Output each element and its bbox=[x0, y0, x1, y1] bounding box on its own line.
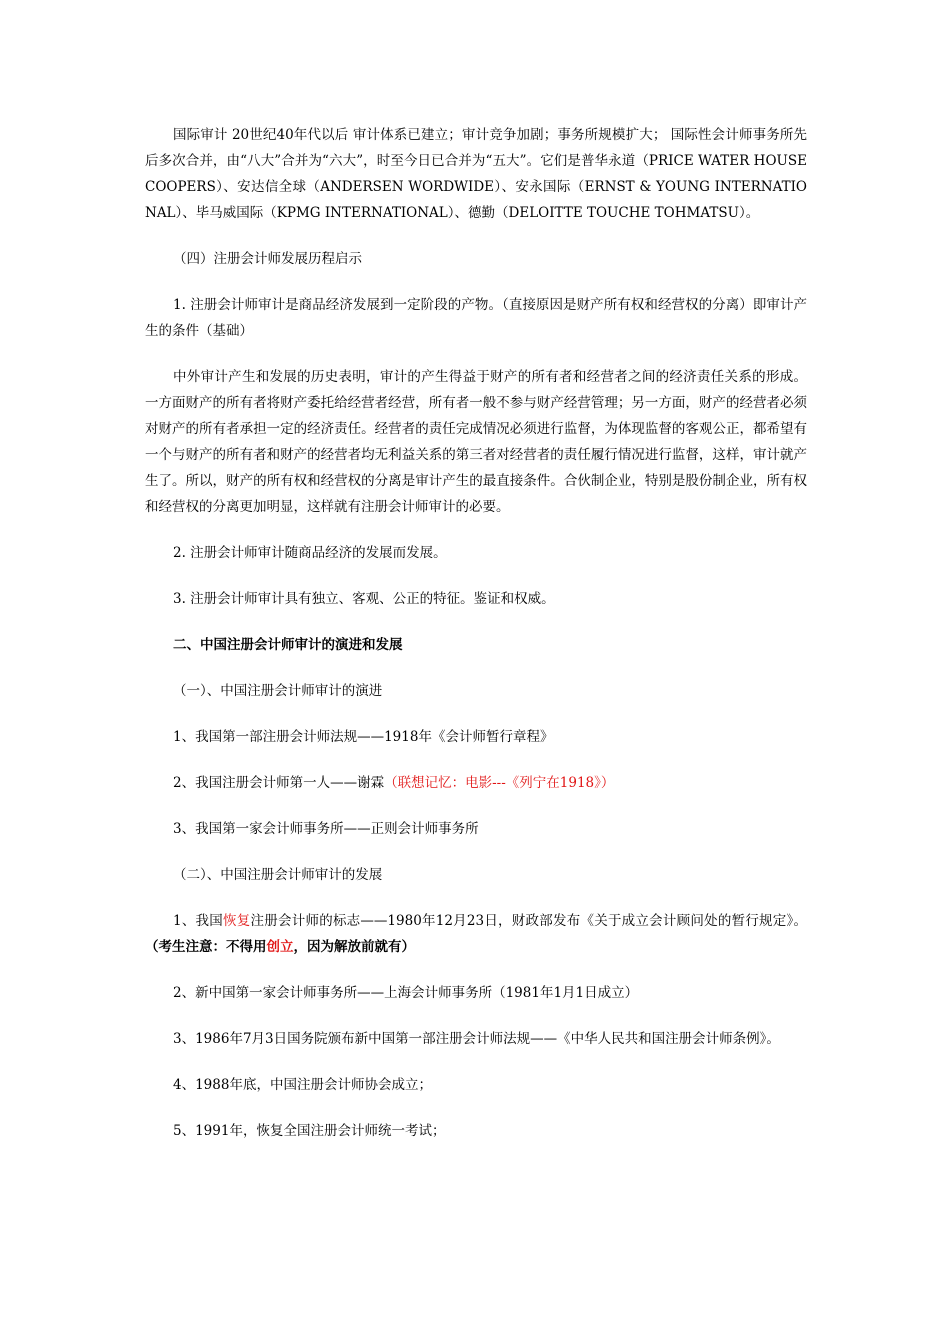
development-item-4: 4、1988年底，中国注册会计师协会成立； bbox=[173, 1077, 432, 1093]
development-item-1-text: 注册会计师的标志——1980年12月23日，财政部发布《关于成立会计顾问处的暂行规定》。 bbox=[250, 913, 808, 929]
development-item-1 bbox=[145, 908, 807, 960]
insight-item-1: 1. 注册会计师审计是商品经济发展到一定阶段的产物。（直接原因是财产所有权和经营权的分离）即审计产生的条件（基础） bbox=[145, 297, 807, 339]
section-2-title: 二、中国注册会计师审计的演进和发展 bbox=[173, 637, 403, 653]
restore-highlight: 恢复 bbox=[223, 913, 251, 929]
subsection-1-title: （一）、中国注册会计师审计的演进 bbox=[173, 683, 383, 699]
exam-note-end: ，因为解放前就有） bbox=[293, 939, 415, 955]
subsection-2-title: （二）、中国注册会计师审计的发展 bbox=[173, 867, 383, 883]
insight-item-3: 3. 注册会计师审计具有独立、客观、公正的特征。鉴证和权威。 bbox=[173, 591, 555, 607]
section-4-heading: （四）注册会计师发展历程启示 bbox=[173, 251, 362, 267]
history-paragraph: 中外审计产生和发展的历史表明，审计的产生得益于财产的所有者和经营者之间的经济责任关系的形成。一方面财产的所有者将财产委托给经营者经营，所有者一般不参与财产经营管理；另一方面，财产的经营者必须对财产的所有者承担一定的经济责任。经营者的责任完成情况必须进行监督，为体现监督的客观公正，都希望有一个与财产的所有者和财产的经营者均无利益关系的第三者对经营者的责任履行情况进行监督，这样，审计就产生了。所以，财产的所有权和经营权的分离是审计产生的最直接条件。合伙制企业，特别是股份制企业，所有权和经营权的分离更加明显，这样就有注册会计师审计的必要。 bbox=[145, 369, 807, 515]
evolution-item-2 bbox=[145, 770, 807, 796]
development-item-3: 3、1986年7月3日国务院颁布新中国第一部注册会计师法规——《中华人民共和国注册会计师条例》。 bbox=[173, 1031, 780, 1047]
exam-note-highlight: 创立 bbox=[266, 939, 294, 955]
evolution-item-2-text: 2、我国注册会计师第一人——谢霖 bbox=[173, 775, 385, 791]
development-item-5: 5、1991年，恢复全国注册会计师统一考试； bbox=[173, 1123, 446, 1139]
memory-note: （联想记忆：电影---《列宁在1918》） bbox=[384, 775, 615, 791]
international-audit-paragraph: 国际审计 20世纪40年代以后 审计体系已建立；审计竞争加剧；事务所规模扩大； 国际性会计师事务所先后多次合并，由“八大”合并为“六大”，时至今日已合并为“五大”。它们是普华永道（PRICE WATER HOUSE COOPERS）、安达信全球（ANDERSEN WORDWIDE）、安永国际（ERNST & YOUNG INTERNATIONAL）、毕马威国际（KPMG INTERNATIONAL）、德勤（DELOITTE TOUCHE TOHMATSU）。 bbox=[145, 127, 807, 221]
evolution-item-1: 1、我国第一部注册会计师法规——1918年《会计师暂行章程》 bbox=[173, 729, 554, 745]
evolution-item-3: 3、我国第一家会计师事务所——正则会计师事务所 bbox=[173, 821, 479, 837]
development-item-2: 2、新中国第一家会计师事务所——上海会计师事务所（1981年1月1日成立） bbox=[173, 985, 639, 1001]
exam-note-start: （考生注意：不得用 bbox=[145, 939, 267, 955]
document-page bbox=[145, 122, 807, 1144]
development-item-1-prefix: 1、我国 bbox=[173, 913, 224, 929]
insight-item-2: 2. 注册会计师审计随商品经济的发展而发展。 bbox=[173, 545, 447, 561]
